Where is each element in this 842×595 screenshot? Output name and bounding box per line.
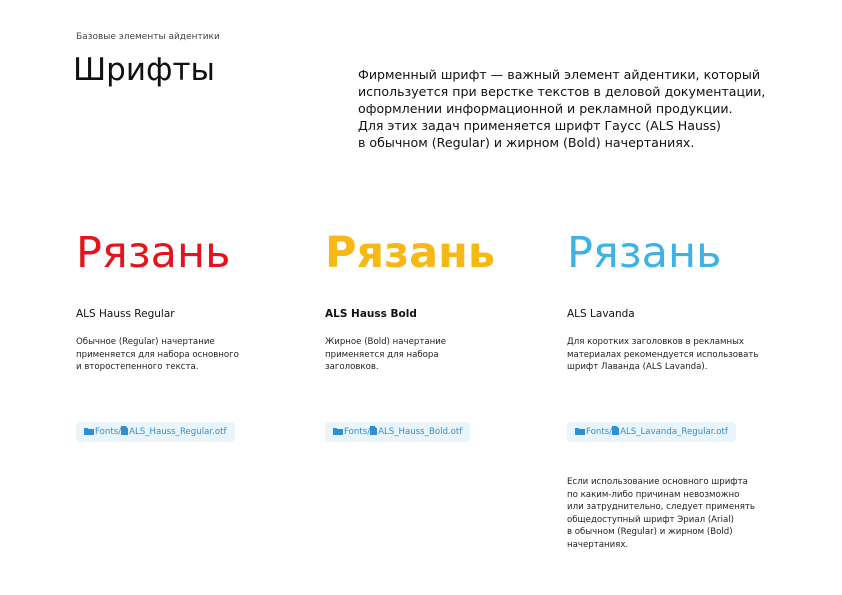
font-file-path[interactable] [567,422,736,442]
file-icon [612,426,619,435]
path-folder: Fonts/ [95,427,122,437]
font-description [76,336,286,374]
font-name: ALS Lavanda [567,308,635,320]
font-card-hauss-bold [325,225,496,437]
font-sample: Рязань [567,228,722,278]
description-line: Жирное (Bold) начертание [325,337,447,347]
intro-line: в обычном (Regular) и жирном (Bold) начертаниях. [358,135,695,150]
font-file-path[interactable] [76,422,235,442]
fallback-font-note [567,476,755,551]
folder-icon [575,427,585,435]
intro-line: используется при верстке текстов в деловой документации, [358,84,766,99]
description-line: шрифт Лаванда (ALS Lavanda). [567,362,708,372]
folder-icon [333,427,343,435]
description-line: Для коротких заголовков в рекламных [567,337,744,347]
breadcrumb: Базовые элементы айдентики [76,32,220,42]
font-name: ALS Hauss Regular [76,308,175,320]
path-file: ALS_Hauss_Regular.otf [129,427,227,437]
file-icon [370,426,377,435]
path-folder: Fonts/ [344,427,371,437]
intro-line: оформлении информационной и рекламной продукции. [358,101,733,116]
note-line: или затруднительно, следует применять [567,502,755,512]
font-file-path[interactable] [325,422,470,442]
path-folder: Fonts/ [586,427,613,437]
path-file: ALS_Lavanda_Regular.otf [620,427,728,437]
description-line: применяется для набора [325,349,439,360]
note-line: по каким-либо причинам невозможно [567,489,740,500]
font-description [567,336,777,374]
description-line: Обычное (Regular) начертание [76,337,215,347]
font-card-lavanda [567,225,759,437]
font-description [325,336,535,374]
description-line: материалах рекомендуется использовать [567,349,759,360]
description-line: заголовков. [325,362,379,372]
description-line: и второстепенного текста. [76,362,199,372]
path-file: ALS_Hauss_Bold.otf [378,427,463,437]
font-name: ALS Hauss Bold [325,308,417,320]
note-line: Если использование основного шрифта [567,477,748,487]
description-line: применяется для набора основного [76,349,239,360]
font-sample: Рязань [76,228,231,278]
intro-line: Фирменный шрифт — важный элемент айдентики, который [358,67,761,82]
intro-paragraph [358,66,798,151]
file-icon [121,426,128,435]
intro-line: Для этих задач применяется шрифт Гаусс (ALS Hauss) [358,118,721,133]
note-line: в обычном (Regular) и жирном (Bold) [567,527,733,537]
note-line: общедоступный шрифт Эриал (Arial) [567,514,734,525]
page-title: Шрифты [73,52,216,88]
font-sample: Рязань [325,228,496,278]
note-line: начертаниях. [567,539,629,550]
font-card-hauss-regular [76,225,239,437]
folder-icon [84,427,94,435]
